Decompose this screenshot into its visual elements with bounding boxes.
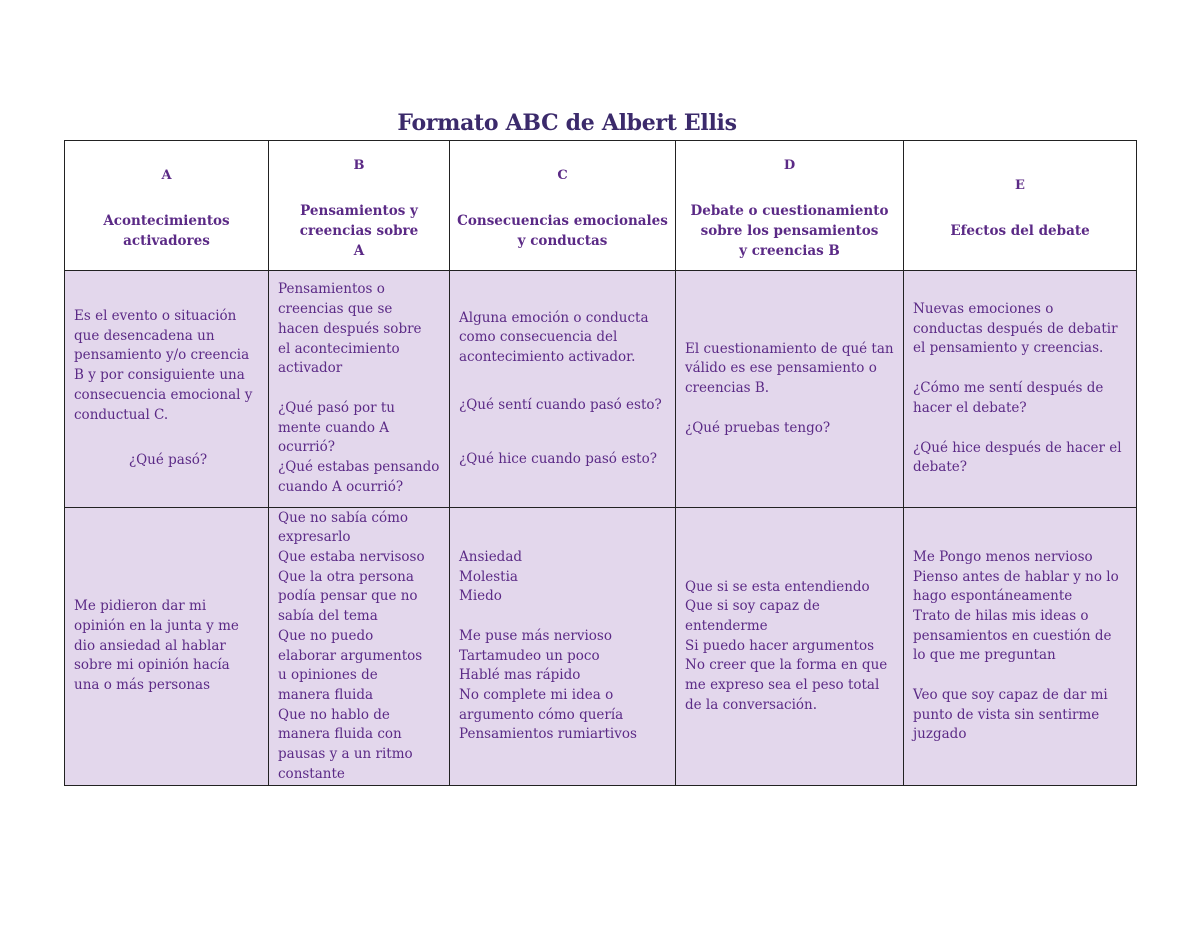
column-letter: A [161, 167, 172, 183]
header-cell-a [65, 141, 269, 271]
example-text-b: Que no sabía cómo expresarlo Que estaba nervisoso Que la otra persona podía pensar que no sabía del tema Que no puedo elaborar argumentos u opiniones de manera fluida Que no hablo de manera fluida con pausas y a un ritmo constante [278, 509, 425, 782]
example-text-e-2: Veo que soy capaz de dar mi punto de vista sin sentirme juzgado [913, 687, 1108, 743]
example-cell-b [269, 508, 450, 786]
definition-text-d: El cuestionamiento de qué tan válido es ese pensamiento o creencias B. [685, 340, 894, 396]
definition-cell-c [450, 271, 676, 508]
header-cell-c [450, 141, 676, 271]
example-row [65, 508, 1137, 786]
definition-cell-b [269, 271, 450, 508]
question-d: ¿Qué pruebas tengo? [685, 419, 831, 436]
definition-text-e: Nuevas emociones o conductas después de debatir el pensamiento y creencias. [913, 301, 1118, 357]
definition-text-b: Pensamientos o creencias que se hacen después sobre el acontecimiento activador [278, 281, 422, 377]
example-cell-d [676, 508, 904, 786]
example-emotions-c: Ansiedad Molestia Miedo [459, 548, 523, 605]
question-c-2: ¿Qué hice cuando pasó esto? [459, 450, 657, 467]
example-text-d: Que si se esta entendiendo Que si soy capaz de entenderme Si puedo hacer argumentos No creer que la forma en que me expreso sea el peso total de la conversación. [685, 578, 888, 713]
header-cell-d [676, 141, 904, 271]
column-name: Debate o cuestionamiento sobre los pensamientos y creencias B [690, 203, 889, 260]
column-name: Consecuencias emocionales y conductas [457, 213, 668, 250]
definitions-row [65, 271, 1137, 508]
question-a: ¿Qué pasó? [128, 452, 208, 469]
question-c-1: ¿Qué sentí cuando pasó esto? [459, 396, 662, 413]
abc-table [64, 140, 1137, 786]
definition-cell-e [904, 271, 1137, 508]
column-letter: D [783, 157, 796, 173]
column-letter: C [557, 167, 568, 183]
header-row [65, 141, 1137, 271]
example-cell-e [904, 508, 1137, 786]
column-name: Efectos del debate [950, 223, 1090, 240]
example-cell-a [65, 508, 269, 786]
question-e-1: ¿Cómo me sentí después de hacer el debate? [913, 380, 1104, 416]
definition-cell-d [676, 271, 904, 508]
definition-cell-a [65, 271, 269, 508]
question-b: ¿Qué pasó por tu mente cuando A ocurrió? ¿Qué estabas pensando cuando A ocurrió? [278, 400, 440, 495]
question-e-2: ¿Qué hice después de hacer el debate? [913, 439, 1122, 476]
document-title: Formato ABC de Albert Ellis [397, 110, 737, 136]
example-text-a: Me pidieron dar mi opinión en la junta y me dio ansiedad al hablar sobre mi opinión hacía una o más personas [74, 598, 239, 694]
example-behaviors-c: Me puse más nervioso Tartamudeo un poco Hablé mas rápido No complete mi idea o argumento cómo quería Pensamientos rumiartivos [459, 627, 637, 743]
example-text-e-1: Me Pongo menos nervioso Pienso antes de hablar y no lo hago espontáneamente Trato de hilas mis ideas o pensamientos en cuestión de lo que me preguntan [913, 548, 1119, 664]
definition-text-c: Alguna emoción o conducta como consecuencia del acontecimiento activador. [459, 309, 649, 366]
definition-text-a: Es el evento o situación que desencadena un pensamiento y/o creencia B y por consiguiente una consecuencia emocional y conductual C. [74, 308, 253, 423]
header-cell-e [904, 141, 1137, 271]
column-letter: B [353, 157, 365, 173]
column-name: Acontecimientos activadores [103, 213, 230, 250]
example-cell-c [450, 508, 676, 786]
column-letter: E [1015, 177, 1025, 193]
header-cell-b [269, 141, 450, 271]
column-name: Pensamientos y creencias sobre A [299, 203, 419, 260]
